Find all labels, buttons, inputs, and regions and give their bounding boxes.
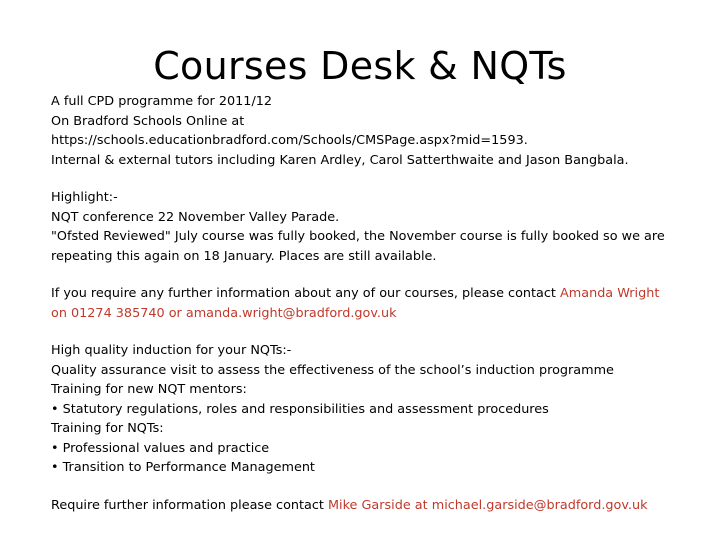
highlight-heading: Highlight:- [51, 190, 118, 205]
contact-details: on 01274 385740 or amanda.wright@bradford.gov.uk [51, 305, 397, 321]
spacer [51, 266, 691, 284]
contact-text: If you require any further information about any of our courses, please contact [51, 286, 561, 301]
contact-text: Require further information please contact [51, 497, 328, 513]
induction-line: Training for NQTs: [51, 421, 164, 436]
page-title: Courses Desk & NQTs [153, 44, 567, 88]
induction-heading: High quality induction for your NQTs:- [51, 343, 292, 358]
highlight-line: NQT conference 22 November Valley Parade. [51, 209, 340, 225]
intro-line: Internal & external tutors including Karen Ardley, Carol Satterthwaite and Jason Bangbala. [51, 152, 629, 168]
contact-name: Amanda Wright [560, 286, 660, 301]
induction-bullet: • Professional values and practice [51, 440, 270, 456]
highlight-paragraph [51, 188, 691, 266]
intro-line: A full CPD programme for 2011/12 [51, 94, 273, 109]
spacer [51, 323, 691, 341]
intro-url: https://schools.educationbradford.com/Schools/CMSPage.aspx?mid=1593. [51, 133, 528, 148]
induction-line: Training for new NQT mentors: [51, 382, 247, 397]
spacer [51, 170, 691, 188]
induction-bullet: • Transition to Performance Management [51, 460, 315, 475]
contact-name: Mike Garside [328, 497, 411, 513]
spacer [51, 478, 691, 496]
contact-paragraph-2 [51, 496, 691, 516]
contact-paragraph-1 [51, 284, 691, 323]
intro-paragraph [51, 92, 691, 170]
induction-bullet: • Statutory regulations, roles and responsibilities and assessment procedures [51, 401, 549, 417]
intro-line: On Bradford Schools Online at [51, 113, 245, 129]
contact-details: at michael.garside@bradford.gov.uk [410, 497, 648, 513]
induction-line: Quality assurance visit to assess the effectiveness of the school’s induction programme [51, 362, 614, 378]
highlight-line: "Ofsted Reviewed" July course was fully booked, the November course is fully booked so we are repeating this again on 18 January. Places are still available. [51, 229, 665, 264]
induction-paragraph [51, 341, 691, 478]
slide-body [51, 92, 691, 515]
